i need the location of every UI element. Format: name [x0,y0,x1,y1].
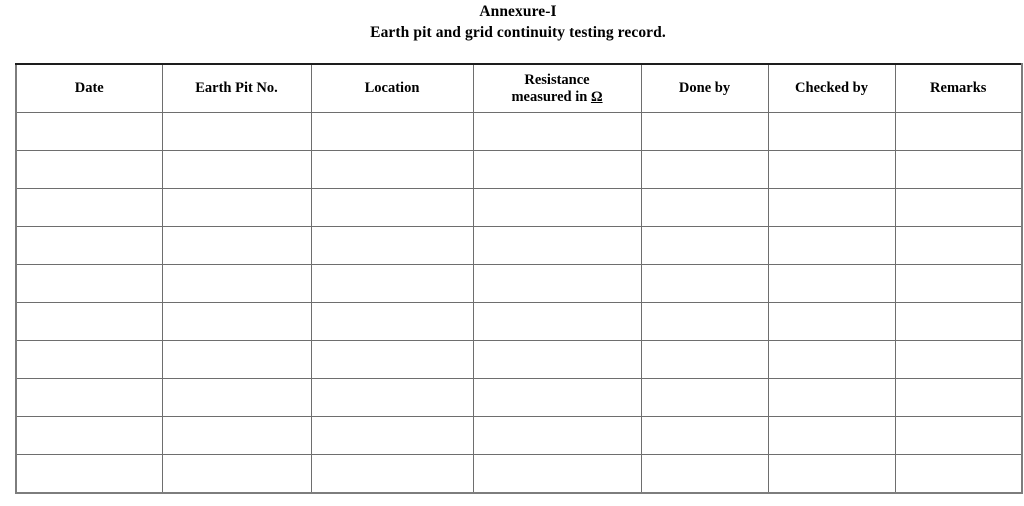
table-row [16,227,1022,265]
table-cell[interactable] [473,189,641,227]
table-row [16,417,1022,455]
table-cell[interactable] [473,227,641,265]
column-header-remarks [895,64,1022,113]
table-cell[interactable] [311,379,473,417]
table-cell[interactable] [162,265,311,303]
table-cell[interactable] [768,265,895,303]
table-cell[interactable] [16,189,162,227]
table-cell[interactable] [16,455,162,494]
table-cell[interactable] [162,417,311,455]
column-header-resistance-label-line2 [474,89,641,106]
table-cell[interactable] [16,417,162,455]
table-row [16,341,1022,379]
table-cell[interactable] [641,265,768,303]
table-cell[interactable] [768,189,895,227]
column-header-done-by [641,64,768,113]
table-cell[interactable] [162,113,311,151]
table-cell[interactable] [895,113,1022,151]
table-cell[interactable] [895,265,1022,303]
table-cell[interactable] [16,341,162,379]
table-cell[interactable] [473,379,641,417]
table-cell[interactable] [768,303,895,341]
table-cell[interactable] [641,113,768,151]
table-cell[interactable] [473,265,641,303]
column-header-date [16,64,162,113]
column-header-remarks-label: Remarks [930,80,987,96]
table-cell[interactable] [768,379,895,417]
table-row [16,113,1022,151]
table-cell[interactable] [16,227,162,265]
table-cell[interactable] [162,303,311,341]
table-cell[interactable] [162,455,311,494]
table-cell[interactable] [641,303,768,341]
table-cell[interactable] [16,265,162,303]
table-cell[interactable] [16,379,162,417]
table-cell[interactable] [641,417,768,455]
table-cell[interactable] [895,227,1022,265]
table-cell[interactable] [162,151,311,189]
column-header-location [311,64,473,113]
table-cell[interactable] [641,455,768,494]
table-row [16,379,1022,417]
table-cell[interactable] [473,303,641,341]
table-cell[interactable] [16,113,162,151]
table-cell[interactable] [311,303,473,341]
table-cell[interactable] [473,151,641,189]
table-header-row [16,64,1022,113]
column-header-done-by-label: Done by [678,80,731,96]
table-cell[interactable] [768,341,895,379]
table-cell[interactable] [641,189,768,227]
annexure-title: Annexure-I [479,3,557,20]
table-cell[interactable] [311,227,473,265]
column-header-earth-pit-no [162,64,311,113]
table-cell[interactable] [473,417,641,455]
table-cell[interactable] [895,151,1022,189]
column-header-date-label: Date [74,80,104,96]
column-header-checked-by [768,64,895,113]
table-cell[interactable] [162,341,311,379]
table-row [16,265,1022,303]
table-cell[interactable] [895,303,1022,341]
table-cell[interactable] [311,189,473,227]
ohm-symbol-icon: Ω [590,88,603,105]
table-cell[interactable] [895,341,1022,379]
table-cell[interactable] [311,151,473,189]
table-cell[interactable] [473,341,641,379]
table-cell[interactable] [895,189,1022,227]
table-row [16,151,1022,189]
table-container [15,63,1021,494]
table-cell[interactable] [768,151,895,189]
table-cell[interactable] [162,189,311,227]
table-cell[interactable] [768,227,895,265]
table-cell[interactable] [16,151,162,189]
table-cell[interactable] [162,227,311,265]
table-cell[interactable] [641,151,768,189]
table-cell[interactable] [641,227,768,265]
table-cell[interactable] [311,113,473,151]
table-row [16,455,1022,494]
table-row [16,189,1022,227]
table-row [16,303,1022,341]
document-title-block [0,2,1024,43]
table-cell[interactable] [311,341,473,379]
column-header-location-label: Location [364,80,420,96]
table-cell[interactable] [16,303,162,341]
resistance-unit-text: measured in [511,88,591,105]
table-cell[interactable] [641,379,768,417]
table-header [16,64,1022,113]
table-cell[interactable] [895,417,1022,455]
table-cell[interactable] [162,379,311,417]
table-cell[interactable] [311,417,473,455]
table-cell[interactable] [641,341,768,379]
table-cell[interactable] [768,417,895,455]
table-cell[interactable] [895,455,1022,494]
table-cell[interactable] [768,455,895,494]
table-cell[interactable] [768,113,895,151]
table-cell[interactable] [895,379,1022,417]
document-subtitle: Earth pit and grid continuity testing record. [370,24,666,41]
column-header-earth-pit-no-label: Earth Pit No. [195,80,278,96]
earth-pit-testing-record-table [15,63,1023,494]
column-header-checked-by-label: Checked by [795,80,868,96]
table-cell[interactable] [473,455,641,494]
table-cell[interactable] [311,265,473,303]
column-header-resistance [473,64,641,113]
table-cell[interactable] [473,113,641,151]
column-header-resistance-label-line1: Resistance [524,71,590,88]
table-cell[interactable] [311,455,473,494]
table-body [16,113,1022,494]
